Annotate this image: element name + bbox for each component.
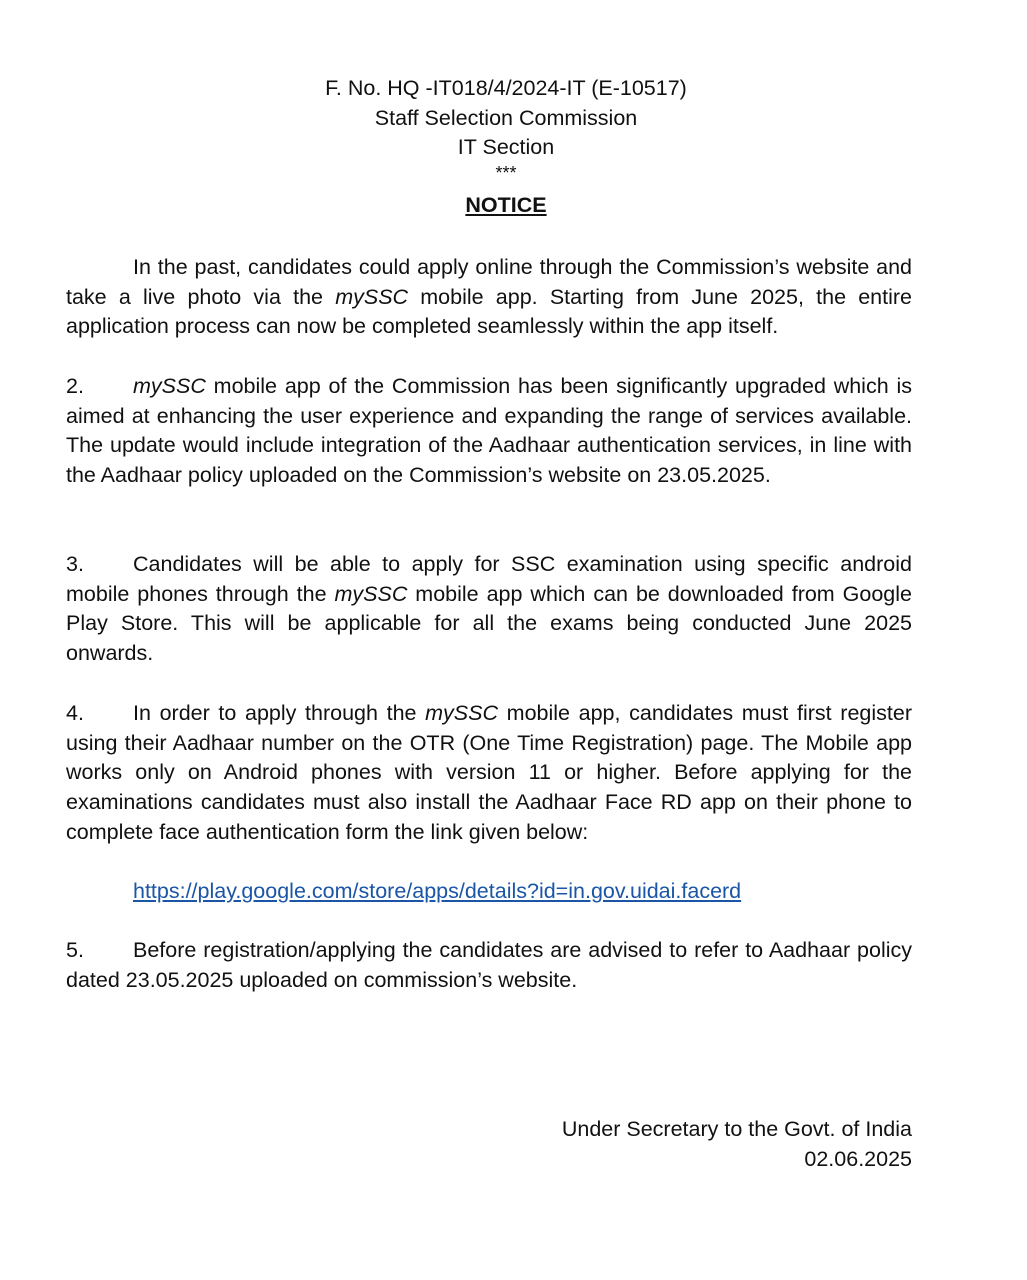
paragraph-5 [66,936,912,995]
paragraph-5-text: Before registration/applying the candidates are advised to refer to Aadhaar policy dated 23.05.2025 uploaded on commission’s website. [66,938,912,992]
app-name: mySSC [425,701,499,725]
paragraph-number: 5. [66,938,84,962]
paragraph-3 [66,550,912,669]
app-name: mySSC [335,284,409,309]
paragraph-3-text-b: mobile app which can be downloaded from Google Play Store. This will be applicable for all the exams being conducted June 2025 onwards. [66,581,912,666]
notice-header [0,74,1012,220]
app-name: mySSC [334,581,408,606]
paragraph-2 [66,372,912,491]
signature-block [562,1115,912,1174]
paragraph-number: 4. [66,701,84,725]
paragraph-3-text-a: Candidates will be able to apply for SSC examination using specific android mobile phones through the [66,552,912,606]
facerd-play-store-link[interactable]: https://play.google.com/store/apps/details?id=in.gov.uidai.facerd [133,879,742,903]
paragraph-number: 3. [66,552,84,576]
signatory-designation: Under Secretary to the Govt. of India [561,1117,912,1141]
paragraph-4-text-b: mobile app, candidates must first register using their Aadhaar number on the OTR (One Time Registration) page. The Mobile app works only on Android phones with version 11 or higher. Before applying for the examinations candidates must also install the Aadhaar Face RD app on their phone to complete face authentication form the link given below: [66,701,912,844]
notice-date: 02.06.2025 [804,1146,912,1171]
paragraph-1 [66,253,912,342]
paragraph-2-text: mobile app of the Commission has been significantly upgraded which is aimed at enhancing the user experience and expanding the range of services available. The update would include integration of the Aadhaar authentication services, in line with the Aadhaar policy uploaded on the Commission’s website on 23.05.2025. [66,374,912,488]
paragraph-1-text-a: In the past, candidates could apply online through the Commission’s website and take a live photo via the [66,255,912,309]
section-name: IT Section [457,135,555,159]
notice-title: NOTICE [465,192,547,217]
file-number: F. No. HQ -IT018/4/2024-IT (E-10517) [325,76,687,100]
separator-stars: *** [495,162,517,183]
paragraph-4-text-a: In order to apply through the [133,701,426,725]
paragraph-1-text-b: mobile app. Starting from June 2025, the entire application process can now be completed seamlessly within the app itself. [66,284,913,339]
app-name: mySSC [133,374,206,398]
paragraph-number: 2. [66,374,84,398]
organization-name: Staff Selection Commission [374,105,638,130]
paragraph-4 [66,699,912,848]
